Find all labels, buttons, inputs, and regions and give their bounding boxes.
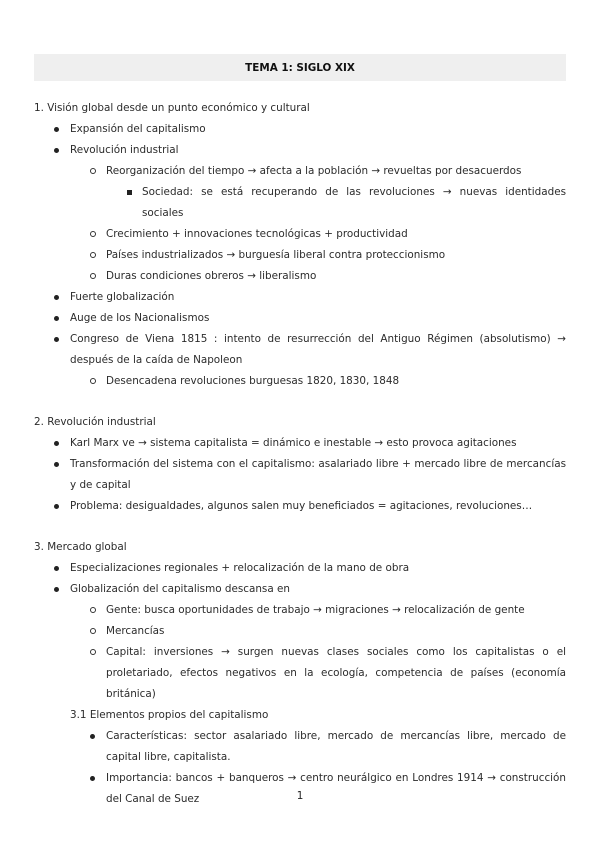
bullet-icon	[54, 566, 59, 571]
circle-bullet-icon	[90, 231, 96, 237]
list-item: Expansión del capitalismo	[34, 119, 566, 140]
bullet-icon	[54, 316, 59, 321]
bullet-icon	[54, 295, 59, 300]
circle-bullet-icon	[90, 168, 96, 174]
list-item: Duras condiciones obreros → liberalismo	[34, 266, 566, 287]
circle-bullet-icon	[90, 649, 96, 655]
bullet-icon	[54, 148, 59, 153]
list-item: Mercancías	[34, 621, 566, 642]
list-item: Importancia: bancos + banqueros → centro neurálgico en Londres 1914 → construcción del Canal de Suez	[34, 768, 566, 810]
section-3-list	[34, 558, 566, 705]
bullet-icon	[90, 734, 95, 739]
list-item: Auge de los Nacionalismos	[34, 308, 566, 329]
list-item: Karl Marx ve → sistema capitalista = dinámico e inestable → esto provoca agitaciones	[34, 433, 566, 454]
list-item: Especializaciones regionales + relocalización de la mano de obra	[34, 558, 566, 579]
bullet-icon	[54, 441, 59, 446]
list-item: Sociedad: se está recuperando de las revoluciones → nuevas identidades sociales	[34, 182, 566, 224]
circle-bullet-icon	[90, 252, 96, 258]
list-item: Fuerte globalización	[34, 287, 566, 308]
list-item: Reorganización del tiempo → afecta a la población → revueltas por desacuerdos	[34, 161, 566, 182]
section-heading-2: 2. Revolución industrial	[34, 416, 156, 428]
list-item: Congreso de Viena 1815 : intento de resurrección del Antiguo Régimen (absolutismo) → después de la caída de Napoleon	[34, 329, 566, 371]
section-2-list	[34, 433, 566, 517]
bullet-icon	[90, 776, 95, 781]
bullet-icon	[54, 462, 59, 467]
section-1-list	[34, 119, 566, 392]
list-item: Capital: inversiones → surgen nuevas clases sociales como los capitalistas o el proletariado, efectos negativos en la ecología, competencia de países (economía británica)	[34, 642, 566, 705]
list-item: Desencadena revoluciones burguesas 1820, 1830, 1848	[34, 371, 566, 392]
section-heading-3: 3. Mercado global	[34, 541, 127, 553]
page-number: 1	[296, 790, 304, 802]
list-item: Crecimiento + innovaciones tecnológicas + productividad	[34, 224, 566, 245]
list-item: Gente: busca oportunidades de trabajo → migraciones → relocalización de gente	[34, 600, 566, 621]
square-bullet-icon	[127, 190, 132, 195]
list-item: Países industrializados → burguesía liberal contra proteccionismo	[34, 245, 566, 266]
list-item: Globalización del capitalismo descansa en	[34, 579, 566, 600]
list-item: Transformación del sistema con el capitalismo: asalariado libre + mercado libre de mercancías y de capital	[34, 454, 566, 496]
page-title: TEMA 1: SIGLO XIX	[34, 54, 566, 81]
list-item: Revolución industrial	[34, 140, 566, 161]
bullet-icon	[54, 504, 59, 509]
list-item: Características: sector asalariado libre, mercado de mercancías libre, mercado de capital libre, capitalista.	[34, 726, 566, 768]
circle-bullet-icon	[90, 273, 96, 279]
circle-bullet-icon	[90, 378, 96, 384]
bullet-icon	[54, 337, 59, 342]
circle-bullet-icon	[90, 628, 96, 634]
circle-bullet-icon	[90, 607, 96, 613]
bullet-icon	[54, 587, 59, 592]
document-body	[34, 98, 566, 810]
subsection-heading: 3.1 Elementos propios del capitalismo	[70, 709, 269, 721]
list-item: Problema: desigualdades, algunos salen muy beneficiados = agitaciones, revoluciones…	[34, 496, 566, 517]
section-heading-1: 1. Visión global desde un punto económico y cultural	[34, 102, 310, 114]
bullet-icon	[54, 127, 59, 132]
